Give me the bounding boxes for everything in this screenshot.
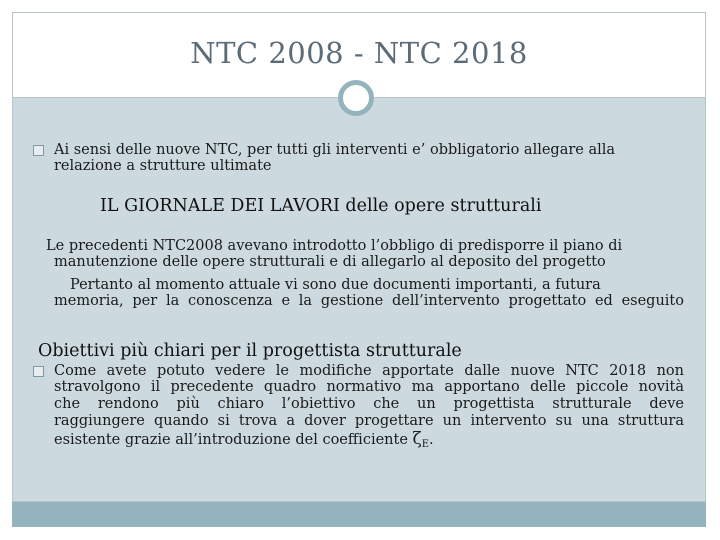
bullet2-line2: stravolgono il precedente quadro normativo ma apportano delle piccole novità [54,379,684,395]
bullet1-line1: Ai sensi delle nuove NTC, per tutti gli interventi e’ obbligatorio allegare alla [54,142,616,158]
para1-line2: manutenzione delle opere strutturali e di allegarlo al deposito del progetto [54,254,606,270]
heading-giornale-lavori: IL GIORNALE DEI LAVORI delle opere strutturali [100,196,542,216]
square-bullet-icon [33,366,44,377]
para2-line2: memoria, per la conoscenza e la gestione dell’intervento progettato ed eseguito [54,293,684,309]
footer-band [12,502,706,527]
bullet2-line4: raggiungere quando si trova a dover progettare un intervento su una struttura [54,413,684,429]
bullet2-line5-text: esistente grazie all’introduzione del coefficiente [54,432,413,448]
circle-ornament-icon [338,80,374,116]
square-bullet-icon [33,145,44,156]
bullet2-line5 [54,431,434,453]
line5-period: . [429,432,434,448]
heading-obiettivi: Obiettivi più chiari per il progettista strutturale [38,341,462,361]
zeta-symbol: ζ [412,429,422,449]
para1-line1: Le precedenti NTC2008 avevano introdotto l’obbligo di predisporre il piano di [46,238,623,254]
bullet2-line1: Come avete potuto vedere le modifiche apportate dalle nuove NTC 2018 non [54,363,684,379]
slide-title: NTC 2008 - NTC 2018 [190,36,528,70]
zeta-subscript: E [421,439,430,450]
bullet1-line2: relazione a strutture ultimate [54,158,272,174]
para2-line1: Pertanto al momento attuale vi sono due documenti importanti, a futura [70,277,601,293]
bullet2-line3: che rendono più chiaro l’obiettivo che un progettista strutturale deve [54,396,684,412]
